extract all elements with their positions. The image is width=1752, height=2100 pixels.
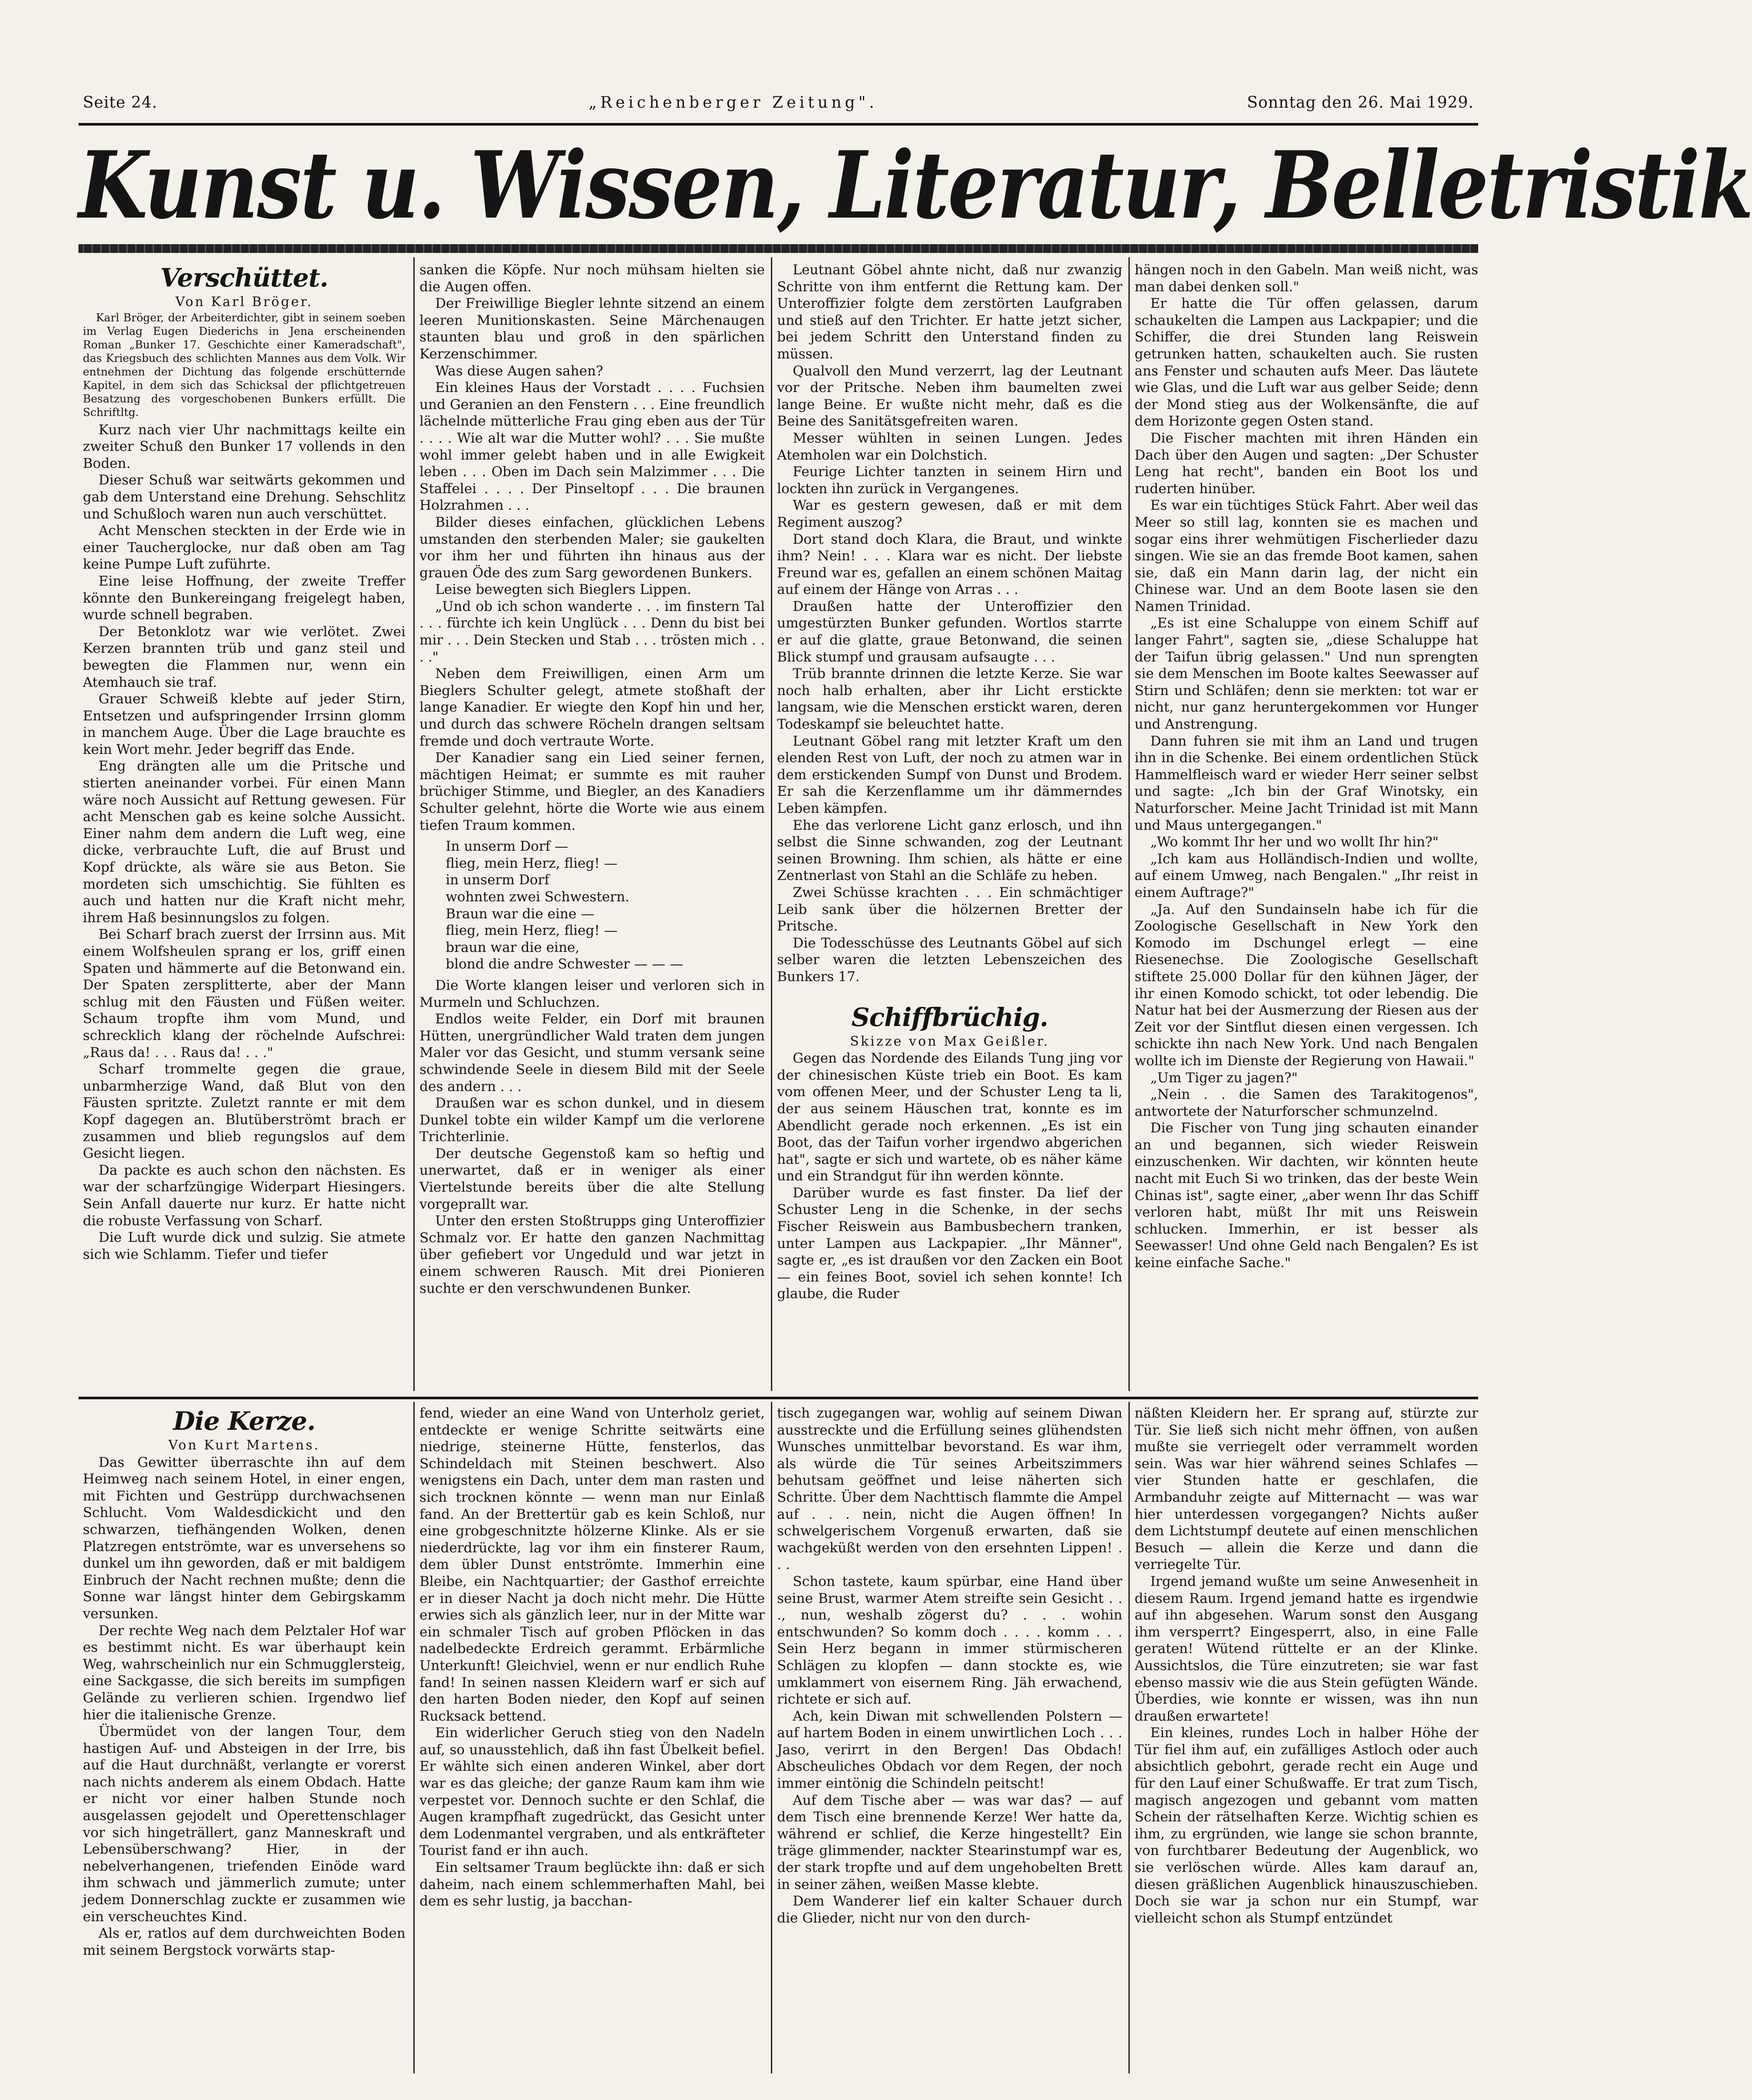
article-die-kerze-continued bbox=[419, 1405, 765, 2076]
paragraph: hängen noch in den Gabeln. Man weiß nicht, was man dabei denken soll." bbox=[1135, 262, 1478, 295]
paragraph: „Wo kommt Ihr her und wo wollt Ihr hin?" bbox=[1150, 834, 1439, 850]
paragraph: Kurz nach vier Uhr nachmittags keilte ein zweiter Schuß den Bunker 17 vollends in den Boden. bbox=[83, 422, 406, 471]
verse-line: flieg, mein Herz, flieg! — bbox=[446, 923, 618, 939]
verse-line: In unserm Dorf — bbox=[446, 839, 568, 855]
column-rule bbox=[1128, 257, 1130, 1391]
column-rule bbox=[413, 1402, 415, 2073]
paragraph: Der rechte Weg nach dem Pelztaler Hof war es bestimmt nicht. Es war überhaupt kein Weg, wahrscheinlich nur ein Schmugglersteig, eine Sackgasse, die sich bereits im sumpfigen Gelände zu verlieren schien. Irgendwo lief hier die italienische Grenze. bbox=[83, 1623, 406, 1723]
article-die-kerze-continued-3 bbox=[1135, 1405, 1478, 2076]
paragraph: Er hatte die Tür offen gelassen, darum schaukelten die Lampen aus Lackpapier; und die Schiffer, die drei Stunden lang Reiswein getrunken hatten, schaukelten auch. Sie rusten ans Fenster und schauten aufs Meer. Das läutete wie Glas, und die Luft war aus gelber Seide; denn der Mond stieg aus der Wolkensänfte, die auf dem Horizonte gegen Osten stand. bbox=[1135, 296, 1478, 430]
paragraph: Messer wühlten in seinen Lungen. Jedes Atemholen war ein Dolchstich. bbox=[777, 430, 1122, 463]
column-rule bbox=[771, 257, 772, 1391]
newspaper-name: „Reichenberger Zeitung". bbox=[589, 94, 878, 112]
paragraph: Qualvoll den Mund verzerrt, lag der Leutnant vor der Pritsche. Neben ihm baumelten zwei lange Beine. Er wußte nicht mehr, daß es die Beine des Sanitätsgefreiten waren. bbox=[777, 363, 1122, 430]
paragraph: Die Fischer von Tung jing schauten einander an und begannen, sich wieder Reiswein einzuschenken. Wir dachten, wir könnten heute nacht mit Euch Si wo trinken, das der beste Wein Chinas ist", sagte einer, „aber wenn Ihr das Schiff verloren habt, müßt Ihr mit uns Reiswein schlucken. Immerhin, er ist besser als Seewasser! Und ohne Geld nach Bengalen? Es ist keine einfache Sache." bbox=[1135, 1120, 1478, 1271]
verse-line: wohnten zwei Schwestern. bbox=[446, 889, 630, 905]
article-byline: Skizze von Max Geißler. bbox=[850, 1033, 1050, 1049]
paragraph: „Und ob ich schon wanderte . . . im finstern Tal . . . fürchte ich kein Unglück . . . Denn du bist bei mir . . . Dein Stecken und Stab . . . trösten mich . . . ." bbox=[419, 598, 765, 665]
paragraph: Irgend jemand wußte um seine Anwesenheit in diesem Raum. Irgend jemand hatte es irgendwie auf ihn abgesehen. Warum sonst den Ausgang ihm versperrt? Eingesperrt, also, in eine Falle geraten! Wütend rüttelte er an der Klinke. Aussichtslos, die Türe einzutreten; sie war fast ebenso massiv wie die aus Stein gefügten Wände. Überdies, wie konnte er wissen, was ihn nun draußen erwartete! bbox=[1135, 1573, 1478, 1724]
paragraph: Eine leise Hoffnung, der zweite Treffer könnte den Bunkereingang freigelegt haben, wurde schnell begraben. bbox=[83, 573, 406, 623]
section-rule bbox=[78, 1397, 1478, 1399]
paragraph: Die Fischer machten mit ihren Händen ein Dach über den Augen und sagten: „Der Schuster Leng hat recht", banden ein Boot los und ruderten hinüber. bbox=[1135, 430, 1478, 497]
paragraph: Ehe das verlorene Licht ganz erlosch, und ihn selbst die Sinne schwanden, zog der Leutnant seinen Browning. Ihm schien, als hätte er eine Zentnerlast von Stahl an die Schläfe zu heben. bbox=[777, 817, 1122, 884]
paragraph: Leutnant Göbel rang mit letzter Kraft um den elenden Rest von Luft, der noch zu atmen war in dem erstickenden Sumpf von Dunst und Brodem. Er sah die Kerzenflamme um ihr dämmerndes Leben kämpfen. bbox=[777, 733, 1122, 816]
paragraph: Ein kleines, rundes Loch in halber Höhe der Tür fiel ihm auf, ein zufälliges Astloch oder auch absichtlich gebohrt, gerade recht ein Auge und für den Lauf einer Schußwaffe. Er trat zum Tisch, magisch angezogen und gebannt vom matten Schein der rätselhaften Kerze. Wichtig schien es ihm, zu ergründen, wie lange sie schon brannte, von furchtbarer Bedeutung der Augenblick, wo sie verlöschen würde. Alles kam darauf an, diesen gräßlichen Augenblick hinauszuschieben. Doch sie war ja schon nur ein Stumpf, war vielleicht schon als Stumpf entzündet bbox=[1135, 1725, 1478, 1926]
paragraph: Trüb brannte drinnen die letzte Kerze. Sie war noch halb erhalten, aber ihr Licht erstickte langsam, wie die Menschen erstickt waren, deren Todeskampf sie beleuchtet hatte. bbox=[777, 666, 1122, 733]
paragraph: Ein kleines Haus der Vorstadt . . . . Fuchsien und Geranien an den Fenstern . . . Eine freundlich lächelnde mütterliche Frau ging eben aus der Tür . . . . Wie alt war die Mutter wohl? . . . Sie mußte wohl immer gelebt haben und in alle Ewigkeit leben . . . Oben im Dach sein Malzimmer . . . Die Staffelei . . . . Der Pinseltopf . . . Die braunen Holzrahmen . . . bbox=[419, 380, 765, 514]
paragraph: Schon tastete, kaum spürbar, eine Hand über seine Brust, warmer Atem streifte sein Gesicht . . ., nun, weshalb zögerst du? . . . wohin entschwunden? So komm doch . . . . komm . . . Sein Herz begann in immer stürmischeren Schlägen zu klopfen — dann stockte es, wie umklammert von eisernem Ring. Jäh erwachend, richtete er sich auf. bbox=[777, 1573, 1122, 1708]
issue-date: Sonntag den 26. Mai 1929. bbox=[1247, 94, 1474, 112]
paragraph: tisch zugegangen war, wohlig auf seinem Diwan ausstreckte und die Erfüllung seines glühendsten Wunsches unmittelbar bevorstand. Es war ihm, als würde die Tür seines Arbeitszimmers behutsam geöffnet und leise näherten sich Schritte. Über dem Nachttisch flammte die Ampel auf . . . nein, nicht die Augen öffnen! In schwelgerischem Vorgenuß erwarten, daß sie wachgeküßt werden von den ersehnten Lippen! . . . bbox=[777, 1405, 1122, 1573]
paragraph: Dieser Schuß war seitwärts gekommen und gab dem Unterstand eine Drehung. Sehschlitz und Schußloch waren nun auch verschüttet. bbox=[83, 472, 406, 522]
article-title: Verschüttet. bbox=[160, 263, 328, 293]
paragraph: Es war ein tüchtiges Stück Fahrt. Aber weil das Meer so still lag, konnten sie es machen und sogar eins ihrer wehmütigen Fischerlieder dazu singen. Wie sie an das fremde Boot kamen, sahen sie, daß ein Mann darin lag, der nicht ein Chinese war. Und an dem Boote lasen sie den Namen Trinidad. bbox=[1135, 498, 1478, 614]
paragraph: Bilder dieses einfachen, glücklichen Lebens umstanden den sterbenden Maler; sie gaukelten vor ihm her und führten ihn hinaus aus der grauen Öde des zum Sarg gewordenen Bunkers. bbox=[419, 514, 765, 581]
article-byline: Von Kurt Martens. bbox=[168, 1438, 320, 1453]
article-verschuettet bbox=[83, 262, 406, 1393]
verse-line: braun war die eine, bbox=[446, 939, 580, 955]
paragraph: „Es ist eine Schaluppe von einem Schiff auf langer Fahrt", sagten sie, „diese Schaluppe hat der Taifun übrig gelassen." Und nun sprengten sie dem Menschen im Boote kaltes Seewasser auf Stirn und Schläfen; denn sie merkten: tot war er nicht, nur ganz heruntergekommen vor Hunger und Anstrengung. bbox=[1135, 615, 1478, 733]
paragraph: Dort stand doch Klara, die Braut, und winkte ihm? Nein! . . . Klara war es nicht. Der liebste Freund war es, gefallen an einem schönen Maitag auf einem der Hänge von Arras . . . bbox=[777, 531, 1122, 598]
song-verse bbox=[419, 838, 765, 973]
article-byline: Von Karl Bröger. bbox=[175, 294, 313, 310]
paragraph: Feurige Lichter tanzten in seinem Hirn und lockten ihn zurück in Vergangenes. bbox=[777, 464, 1122, 497]
paragraph: Die Todesschüsse des Leutnants Göbel auf sich selber waren die letzten Lebenszeichen des Bunkers 17. bbox=[777, 935, 1122, 985]
paragraph: Draußen hatte der Unteroffizier den umgestürzten Bunker gefunden. Wortlos starrte er auf die glatte, graue Betonwand, die seinen Blick stumpf und grausam aufsaugte . . . bbox=[777, 598, 1122, 665]
paragraph: Dem Wanderer lief ein kalter Schauer durch die Glieder, nicht nur von den durch- bbox=[777, 1893, 1122, 1926]
paragraph: „Ja. Auf den Sundainseln habe ich für die Zoologische Gesellschaft in New York den Komodo im Dschungel erlegt — eine Riesenechse. Die Zoologische Gesellschaft stiftete 25.000 Dollar für den kühnen Jäger, der ihr einen Komodo schickt, tot oder lebendig. Die Natur hat bei der Ausmerzung der Riesen aus der Zeit vor der Sintflut diesen einen vergessen. Ich schickte ihn nach New York. Und nach Bengalen wollte ich im Dienste der Regierung von Hawaii." bbox=[1135, 901, 1478, 1069]
article-die-kerze-continued-2 bbox=[777, 1405, 1122, 2076]
paragraph: Dann fuhren sie mit ihm an Land und trugen ihn in die Schenke. Bei einem ordentlichen Stück Hammelfleisch ward er wieder Herr seiner selbst und sagte: „Ich bin der Graf Winotsky, ein Naturforscher. Meine Jacht Trinidad ist mit Mann und Maus untergegangen." bbox=[1135, 733, 1478, 833]
paragraph: Gegen das Nordende des Eilands Tung jing vor der chinesischen Küste trieb ein Boot. Es kam vom offenen Meer, und der Schuster Leng ta li, der aus seinem Häuschen trat, konnte es im Abendlicht gerade noch erkennen. „Es ist ein Boot, das der Taifun vorher irgendwo abgerichen hat", sagte er sich und wartete, ob es näher käme und ein Strandgut für ihn werden könnte. bbox=[777, 1050, 1122, 1184]
column-rule bbox=[1128, 1402, 1130, 2073]
paragraph: Der Betonklotz war wie verlötet. Zwei Kerzen brannten trüb und ganz steil und bewegten die Flammen nur, wenn ein Atemhauch sie traf. bbox=[83, 624, 406, 690]
paragraph: Neben dem Freiwilligen, einen Arm um Bieglers Schulter gelegt, atmete stoßhaft der lange Kanadier. Er wiegte den Kopf hin und her, und durch das schwere Röcheln drangen seltsam fremde und doch vertraute Worte. bbox=[419, 666, 765, 749]
paragraph: Draußen war es schon dunkel, und in diesem Dunkel tobte ein wilder Kampf um die verlorene Trichterlinie. bbox=[419, 1095, 765, 1145]
paragraph: Acht Menschen steckten in der Erde wie in einer Taucherglocke, nur daß oben am Tag keine Pumpe Luft zuführte. bbox=[83, 523, 406, 573]
paragraph: Das Gewitter überraschte ihn auf dem Heimweg nach seinem Hotel, in einer engen, mit Fichten und Gestrüpp durchwachsenen Schlucht. Vom Waldesdickicht und den schwarzen, tiefhängenden Wolken, denen Platzregen entströmte, war es unversehens so dunkel um ihn geworden, daß er mit baldigem Einbruch der Nacht rechnen mußte; denn die Sonne war längst hinter dem Gebirgskamm versunken. bbox=[83, 1454, 406, 1622]
page-header bbox=[83, 94, 1474, 120]
paragraph: Darüber wurde es fast finster. Da lief der Schuster Leng in die Schenke, in der sechs Fischer Reiswein aus Bambusbechern tranken, unter Lampen aus Lackpapier. „Ihr Männer", sagte er, „es ist draußen vor den Zacken ein Boot — ein feines Boot, soviel ich sehen konnte! Ich glaube, die Ruder bbox=[777, 1185, 1122, 1302]
banner-rule bbox=[78, 244, 1478, 253]
article-title: Die Kerze. bbox=[173, 1406, 316, 1436]
paragraph: Zwei Schüsse krachten . . . Ein schmächtiger Leib sank über die hölzernen Bretter der Pritsche. bbox=[777, 884, 1122, 934]
verse-line: flieg, mein Herz, flieg! — bbox=[446, 855, 618, 871]
paragraph: Eng drängten alle um die Pritsche und stierten aneinander vorbei. Für einen Mann wäre noch Aussicht auf Rettung gewesen. Für acht Menschen gab es keine solche Aussicht. Einer nahm dem andern die Luft weg, eine dicke, verbrauchte Luft, die auf Brust und Kopf drückte, als wäre sie aus Beton. Sie mordeten sich umschichtig. Sie fühlten es auch und hatten nur die Kraft nicht mehr, ihrem Haß besinnungslos zu folgen. bbox=[83, 758, 406, 926]
paragraph: Leise bewegten sich Bieglers Lippen. bbox=[435, 582, 692, 598]
paragraph: Unter den ersten Stoßtrupps ging Unteroffizier Schmalz vor. Er hatte den ganzen Nachmittag über gefiebert vor Ungeduld und war jetzt in einem schweren Rausch. Mit drei Pionieren suchte er den verschwundenen Bunker. bbox=[419, 1213, 765, 1296]
paragraph: Der Freiwillige Biegler lehnte sitzend an einem leeren Munitionskasten. Seine Märchenaugen staunten blau und groß in den spärlichen Kerzenschimmer. bbox=[419, 296, 765, 362]
paragraph: Bei Scharf brach zuerst der Irrsinn aus. Mit einem Wolfsheulen sprang er los, griff einen Spaten und hämmerte auf die Betonwand ein. Der Spaten zersplitterte, aber der Mann schlug mit den Fäusten und Füßen weiter. Schaum tropfte ihm vom Mund, und schrecklich klang der röchelnde Aufschrei: „Raus da! . . . Raus da! . . ." bbox=[83, 927, 406, 1060]
column-rule bbox=[413, 257, 415, 1391]
spacer bbox=[777, 985, 1122, 1001]
paragraph: Die Worte klangen leiser und verloren sich in Murmeln und Schluchzen. bbox=[419, 977, 765, 1010]
paragraph: „Ich kam aus Holländisch-Indien und wollte, auf einem Umweg, nach Bengalen." „Ihr reist in einem Auftrage?" bbox=[1135, 851, 1478, 900]
header-rule bbox=[78, 123, 1478, 126]
paragraph: Der Kanadier sang ein Lied seiner fernen, mächtigen Heimat; er summte es mit rauher brüchiger Stimme, und Biegler, an des Kanadiers Schulter gelehnt, hörte die Worte wie aus einem tiefen Traum kommen. bbox=[419, 750, 765, 833]
paragraph: Scharf trommelte gegen die graue, unbarmherzige Wand, daß Blut von den Fäusten spritzte. Zuletzt rannte er mit dem Kopf dagegen an. Blutüberströmt brach er zusammen und blieb regungslos auf dem Gesicht liegen. bbox=[83, 1061, 406, 1162]
paragraph: Was diese Augen sahen? bbox=[435, 363, 603, 379]
article-schiffbruechig-continued bbox=[1135, 262, 1478, 1393]
paragraph: Ein seltsamer Traum beglückte ihn: daß er sich daheim, nach einem schlemmerhaften Mahl, bei dem es sehr lustig, ja bacchan- bbox=[419, 1860, 765, 1909]
paragraph: Ein widerlicher Geruch stieg von den Nadeln auf, so unausstehlich, daß ihn fast Übelkeit befiel. Er wählte sich einen anderen Winkel, aber dort war es das gleiche; der ganze Raum kam ihm wie verpestet vor. Dennoch suchte er den Schlaf, die Augen krampfhaft zugedrückt, das Gesicht unter dem Lodenmantel vergraben, und als entkräfteter Tourist fand er ihn auch. bbox=[419, 1725, 765, 1859]
paragraph: näßten Kleidern her. Er sprang auf, stürzte zur Tür. Sie ließ sich nicht mehr öffnen, von außen mußte sie verriegelt oder verrammelt worden sein. Was war hier während seines Schlafes — vier Stunden hatte er geschlafen, die Armbanduhr zeigte auf Mitternacht — was war hier unterdessen vorgegangen? Nichts außer dem Lichtstumpf deutete auf einen menschlichen Besuch — allein die Kerze und dann die verriegelte Tür. bbox=[1135, 1405, 1478, 1573]
paragraph: Übermüdet von der langen Tour, dem hastigen Auf- und Absteigen in der Irre, bis auf die Haut durchnäßt, verlangte er vorerst nach nichts anderem als einem Obdach. Hatte er nicht vor einer halben Stunde noch ausgelassen gejodelt und Operettenschlager vor sich hingeträllert, ganz Manneskraft und Lebensüberschwang? Hier, in der nebelverhangenen, triefenden Einöde ward ihm schwach und jämmerlich zumute; unter jedem Donnerschlag zuckte er zusammen wie ein verscheuchtes Kind. bbox=[83, 1724, 406, 1925]
paragraph: Als er, ratlos auf dem durchweichten Boden mit seinem Bergstock vorwärts stap- bbox=[83, 1926, 406, 1958]
page-number: Seite 24. bbox=[83, 94, 157, 112]
paragraph: sanken die Köpfe. Nur noch mühsam hielten sie die Augen offen. bbox=[419, 262, 765, 295]
paragraph: Der deutsche Gegenstoß kam so heftig und unerwartet, daß er in weniger als einer Viertelstunde bereits über die alte Stellung vorgeprallt war. bbox=[419, 1145, 765, 1212]
paragraph: War es gestern gewesen, daß er mit dem Regiment auszog? bbox=[777, 498, 1122, 530]
verse-line: blond die andre Schwester — — — bbox=[446, 956, 683, 972]
column-rule bbox=[771, 1402, 772, 2073]
section-banner: Kunst u. Wissen, Literatur, Belletristik bbox=[78, 131, 1752, 239]
paragraph: „Nein . . die Samen des Tarakitogenos", antwortete der Naturforscher schmunzelnd. bbox=[1135, 1087, 1478, 1119]
article-title-schiffbruechig: Schiffbrüchig. bbox=[851, 1002, 1048, 1032]
paragraph: Endlos weite Felder, ein Dorf mit braunen Hütten, unergründlicher Wald traten dem jungen Maler vor das Gesicht, und stumm versank seine schwindende Seele in diesem Bild mit der Seele des andern . . . bbox=[419, 1011, 765, 1094]
paragraph: „Um Tiger zu jagen?" bbox=[1150, 1070, 1298, 1086]
paragraph: Ach, kein Diwan mit schwellenden Polstern — auf hartem Boden in einem unwirtlichen Loch . . . Jaso, verirrt in den Bergen! Das Obdach! Abscheuliches Obdach vor dem Regen, der noch immer eintönig die Schindeln peitscht! bbox=[777, 1708, 1122, 1792]
verse-line: Braun war die eine — bbox=[446, 906, 594, 922]
paragraph: fend, wieder an eine Wand von Unterholz geriet, entdeckte er wenige Schritte seitwärts eine niedrige, steinerne Hütte, fensterlos, das Schindeldach mit Steinen beschwert. Also wenigstens ein Dach, unter dem man rasten und sich trocknen könnte — wenn man nur Einlaß fand. An der Brettertür gab es kein Schloß, nur eine grobgeschnitzte hölzerne Klinke. Als er sie niederdrückte, lag vor ihm ein finsterer Raum, dem übler Dunst entströmte. Immerhin eine Bleibe, ein Nachtquartier; der Gasthof erreichte er in dieser Nacht ja doch nicht mehr. Die Hütte erwies sich als gänzlich leer, nur in der Mitte war ein schmaler Tisch auf groben Pflöcken in das nadelbedeckte Erdreich gerammt. Erbärmliche Unterkunft! Gleichviel, wenn er nur endlich Ruhe fand! In seinen nassen Kleidern warf er sich auf den harten Boden nieder, den Kopf auf seinen Rucksack bettend. bbox=[419, 1405, 765, 1724]
paragraph: Grauer Schweiß klebte auf jeder Stirn, Entsetzen und aufspringender Irrsinn glomm in manchem Auge. Über die Lage brauchte es kein Wort mehr. Jeder begriff das Ende. bbox=[83, 691, 406, 757]
paragraph: Da packte es auch schon den nächsten. Es war der scharfzüngige Widerpart Hiesingers. Sein Anfall dauerte nur kurz. Er hatte nicht die robuste Verfassung von Scharf. bbox=[83, 1162, 406, 1229]
article-intro: Karl Bröger, der Arbeiterdichter, gibt in seinem soeben im Verlag Eugen Diederichs in Jena erscheinenden Roman „Bunker 17. Geschichte einer Kameradschaft", das Kriegsbuch des schlichten Mannes aus dem Volk. Wir entnehmen der Dichtung das folgende erschütternde Kapitel, in dem sich das Schicksal der pflichtgetreuen Besatzung des vorgeschobenen Bunkers erfüllt. Die Schriftltg. bbox=[83, 311, 406, 419]
paragraph: Die Luft wurde dick und sulzig. Sie atmete sich wie Schlamm. Tiefer und tiefer bbox=[83, 1230, 406, 1262]
article-verschuettet-end bbox=[777, 262, 1122, 1393]
article-verschuettet-continued bbox=[419, 262, 765, 1393]
article-die-kerze bbox=[83, 1405, 406, 2076]
paragraph: Auf dem Tische aber — was war das? — auf dem Tisch eine brennende Kerze! Wer hatte da, während er schlief, die Kerze hingestellt? Ein träge glimmender, nackter Stearinstumpf war es, der stark tropfte und auf dem ungehobelten Brett in seiner zähen, weißen Masse klebte. bbox=[777, 1792, 1122, 1892]
verse-line: in unserm Dorf bbox=[446, 872, 549, 888]
paragraph: Leutnant Göbel ahnte nicht, daß nur zwanzig Schritte von ihm entfernt die Rettung kam. Der Unteroffizier folgte dem zerstörten Laufgraben und stieß auf den Trichter. Er hatte jetzt sicher, bei jedem Schritt den Unterstand finden zu müssen. bbox=[777, 262, 1122, 362]
